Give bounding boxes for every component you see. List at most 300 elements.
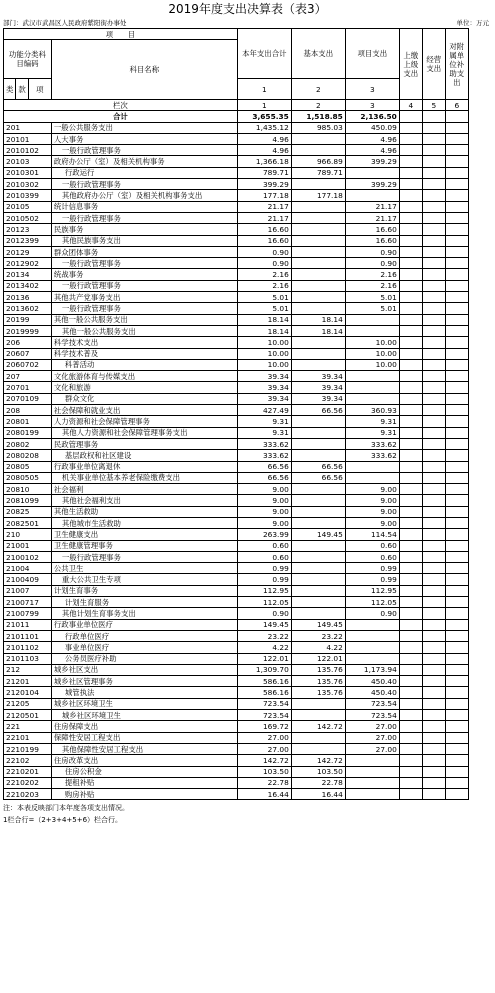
business-cell: [422, 280, 445, 291]
code-cell: 2210203: [4, 789, 52, 800]
project-cell: 0.99: [345, 563, 399, 574]
total-cell: 723.54: [237, 698, 291, 709]
code-cell: 2070109: [4, 393, 52, 404]
project-cell: [345, 314, 399, 325]
project-cell: 4.96: [345, 145, 399, 156]
table-row: [4, 280, 469, 291]
upper-value: [399, 111, 422, 122]
total-cell: 39.34: [237, 371, 291, 382]
basic-cell: [291, 574, 345, 585]
basic-cell: 142.72: [291, 755, 345, 766]
business-cell: [422, 235, 445, 246]
project-cell: [345, 619, 399, 630]
upper-cell: [399, 280, 422, 291]
subsidy-cell: [445, 676, 468, 687]
basic-cell: 18.14: [291, 314, 345, 325]
basic-cell: [291, 517, 345, 528]
table-row: [4, 619, 469, 630]
total-cell: 18.14: [237, 325, 291, 336]
project-cell: 9.00: [345, 495, 399, 506]
code-cell: 2210199: [4, 743, 52, 754]
table-row: [4, 642, 469, 653]
project-cell: 450.09: [345, 122, 399, 133]
business-cell: [422, 427, 445, 438]
table-row: [4, 630, 469, 641]
project-cell: 9.00: [345, 484, 399, 495]
total-label: 合计: [4, 111, 238, 122]
upper-cell: [399, 721, 422, 732]
project-header: 项目支出: [345, 29, 399, 79]
total-cell: 4.96: [237, 133, 291, 144]
project-cell: [345, 393, 399, 404]
upper-cell: [399, 461, 422, 472]
project-cell: 1,173.94: [345, 664, 399, 675]
table-row: [4, 179, 469, 190]
subject-name-cell: 统计信息事务: [51, 201, 237, 212]
subsidy-cell: [445, 224, 468, 235]
table-row: [4, 427, 469, 438]
subject-name-cell: 其他政府办公厅（室）及相关机构事务支出: [51, 190, 237, 201]
project-cell: 333.62: [345, 450, 399, 461]
total-cell: 0.99: [237, 574, 291, 585]
subsidy-cell: [445, 529, 468, 540]
basic-cell: 39.34: [291, 382, 345, 393]
business-cell: [422, 710, 445, 721]
project-cell: 450.40: [345, 676, 399, 687]
subject-name-cell: 科学技术普及: [51, 348, 237, 359]
upper-cell: [399, 495, 422, 506]
total-header: 本年支出合计: [237, 29, 291, 79]
subject-name-cell: 民政管理事务: [51, 438, 237, 449]
business-cell: [422, 551, 445, 562]
code-cell: 2010502: [4, 212, 52, 223]
business-value: [422, 111, 445, 122]
table-row: [4, 405, 469, 416]
subsidy-cell: [445, 133, 468, 144]
upper-cell: [399, 325, 422, 336]
project-cell: 723.54: [345, 698, 399, 709]
subject-name-cell: 行政事业单位医疗: [51, 619, 237, 630]
table-row: [4, 608, 469, 619]
subsidy-cell: [445, 145, 468, 156]
project-cell: 2.16: [345, 269, 399, 280]
subsidy-cell: [445, 743, 468, 754]
basic-cell: 122.01: [291, 653, 345, 664]
business-cell: [422, 382, 445, 393]
subject-name-cell: 一般行政管理事务: [51, 145, 237, 156]
code-cell: 2120501: [4, 710, 52, 721]
subject-name-cell: 一般行政管理事务: [51, 212, 237, 223]
upper-cell: [399, 427, 422, 438]
basic-cell: [291, 585, 345, 596]
business-cell: [422, 687, 445, 698]
total-cell: 112.95: [237, 585, 291, 596]
project-cell: 16.60: [345, 235, 399, 246]
total-cell: 586.16: [237, 676, 291, 687]
subject-name-cell: 其他一般公共服务支出: [51, 325, 237, 336]
table-row: [4, 292, 469, 303]
business-cell: [422, 405, 445, 416]
subsidy-cell: [445, 484, 468, 495]
total-cell: 2.16: [237, 269, 291, 280]
code-cell: 21011: [4, 619, 52, 630]
upper-cell: [399, 472, 422, 483]
subsidy-cell: [445, 269, 468, 280]
upper-cell: [399, 337, 422, 348]
basic-cell: 23.22: [291, 630, 345, 641]
code-cell: 2100799: [4, 608, 52, 619]
total-cell: 22.78: [237, 777, 291, 788]
business-cell: [422, 314, 445, 325]
subject-name-cell: 其他计划生育事务支出: [51, 608, 237, 619]
subsidy-cell: [445, 461, 468, 472]
upper-cell: [399, 506, 422, 517]
subsidy-cell: [445, 789, 468, 800]
lanci-num-5: 5: [422, 100, 445, 111]
subject-name-cell: 一般行政管理事务: [51, 551, 237, 562]
basic-cell: [291, 179, 345, 190]
project-cell: 360.93: [345, 405, 399, 416]
upper-cell: [399, 179, 422, 190]
table-row: [4, 484, 469, 495]
basic-cell: [291, 732, 345, 743]
basic-cell: [291, 235, 345, 246]
basic-cell: 789.71: [291, 167, 345, 178]
project-cell: [345, 653, 399, 664]
subsidy-cell: [445, 653, 468, 664]
code-cell: 21205: [4, 698, 52, 709]
subsidy-cell: [445, 698, 468, 709]
subject-name-cell: 城管执法: [51, 687, 237, 698]
code-cell: 2100409: [4, 574, 52, 585]
code-cell: 2019999: [4, 325, 52, 336]
upper-header: 上缴上级支出: [399, 29, 422, 100]
code-cell: 210: [4, 529, 52, 540]
basic-cell: [291, 563, 345, 574]
subject-name-cell: 人力资源和社会保障管理事务: [51, 416, 237, 427]
upper-cell: [399, 563, 422, 574]
subject-name-cell: 机关事业单位基本养老保险缴费支出: [51, 472, 237, 483]
total-cell: 4.96: [237, 145, 291, 156]
code-cell: 20103: [4, 156, 52, 167]
subsidy-cell: [445, 427, 468, 438]
table-row: [4, 676, 469, 687]
subsidy-cell: [445, 280, 468, 291]
subject-name-cell: 其他城市生活救助: [51, 517, 237, 528]
total-cell: 333.62: [237, 438, 291, 449]
table-row: [4, 653, 469, 664]
code-cell: 2010301: [4, 167, 52, 178]
project-cell: 333.62: [345, 438, 399, 449]
col-num-1: 1: [237, 79, 291, 100]
item-header: 项 目: [4, 29, 238, 40]
subsidy-cell: [445, 755, 468, 766]
total-cell: 5.01: [237, 303, 291, 314]
table-row: [4, 789, 469, 800]
code-cell: 22101: [4, 732, 52, 743]
table-row: [4, 303, 469, 314]
total-cell: 27.00: [237, 732, 291, 743]
upper-cell: [399, 246, 422, 257]
project-cell: [345, 766, 399, 777]
project-cell: [345, 755, 399, 766]
project-cell: 723.54: [345, 710, 399, 721]
subsidy-cell: [445, 292, 468, 303]
subsidy-cell: [445, 642, 468, 653]
project-cell: [345, 325, 399, 336]
business-cell: [422, 698, 445, 709]
subject-name-cell: 行政事业单位离退休: [51, 461, 237, 472]
subsidy-cell: [445, 574, 468, 585]
business-cell: [422, 608, 445, 619]
business-cell: [422, 359, 445, 370]
total-cell: 66.56: [237, 461, 291, 472]
subject-name-cell: 基层政权和社区建设: [51, 450, 237, 461]
table-row: [4, 551, 469, 562]
total-cell: 9.31: [237, 427, 291, 438]
subject-name-cell: 重大公共卫生专项: [51, 574, 237, 585]
subsidy-cell: [445, 687, 468, 698]
total-cell: 18.14: [237, 314, 291, 325]
project-cell: 112.95: [345, 585, 399, 596]
basic-cell: [291, 280, 345, 291]
project-cell: 399.29: [345, 156, 399, 167]
project-cell: 10.00: [345, 348, 399, 359]
code-cell: 206: [4, 337, 52, 348]
code-cell: 20825: [4, 506, 52, 517]
code-cell: 2080208: [4, 450, 52, 461]
subsidy-cell: [445, 156, 468, 167]
business-cell: [422, 472, 445, 483]
table-row: [4, 190, 469, 201]
subject-name-cell: 计划生育服务: [51, 597, 237, 608]
total-cell: 9.00: [237, 517, 291, 528]
total-cell: 5.01: [237, 292, 291, 303]
business-cell: [422, 371, 445, 382]
table-row: [4, 246, 469, 257]
business-cell: [422, 337, 445, 348]
subject-name-cell: 卫生健康管理事务: [51, 540, 237, 551]
basic-cell: 18.14: [291, 325, 345, 336]
lanci-num-1: 1: [237, 100, 291, 111]
upper-cell: [399, 642, 422, 653]
basic-cell: [291, 608, 345, 619]
upper-cell: [399, 755, 422, 766]
code-cell: 212: [4, 664, 52, 675]
upper-cell: [399, 687, 422, 698]
subject-name-header: 科目名称: [51, 40, 237, 100]
code-cell: 20105: [4, 201, 52, 212]
xiang-header: 项: [28, 79, 51, 100]
upper-cell: [399, 484, 422, 495]
basic-cell: 4.22: [291, 642, 345, 653]
business-cell: [422, 574, 445, 585]
total-cell: 169.72: [237, 721, 291, 732]
basic-cell: 142.72: [291, 721, 345, 732]
upper-cell: [399, 585, 422, 596]
business-cell: [422, 325, 445, 336]
business-cell: [422, 156, 445, 167]
project-cell: 9.00: [345, 517, 399, 528]
subsidy-cell: [445, 721, 468, 732]
upper-cell: [399, 235, 422, 246]
table-row: [4, 540, 469, 551]
code-cell: 2080505: [4, 472, 52, 483]
subsidy-cell: [445, 585, 468, 596]
subsidy-cell: [445, 416, 468, 427]
subject-name-cell: 计划生育事务: [51, 585, 237, 596]
table-row: [4, 258, 469, 269]
subsidy-cell: [445, 438, 468, 449]
project-cell: 21.17: [345, 201, 399, 212]
table-row: [4, 371, 469, 382]
basic-cell: [291, 201, 345, 212]
project-cell: 4.96: [345, 133, 399, 144]
code-cell: 221: [4, 721, 52, 732]
business-cell: [422, 224, 445, 235]
project-cell: 2.16: [345, 280, 399, 291]
total-cell: 9.31: [237, 416, 291, 427]
business-cell: [422, 303, 445, 314]
lanci-num-3: 3: [345, 100, 399, 111]
upper-cell: [399, 789, 422, 800]
table-row: [4, 438, 469, 449]
subsidy-cell: [445, 732, 468, 743]
upper-cell: [399, 405, 422, 416]
table-row: [4, 585, 469, 596]
total-cell: 0.90: [237, 246, 291, 257]
basic-cell: [291, 269, 345, 280]
basic-cell: 135.76: [291, 664, 345, 675]
code-cell: 208: [4, 405, 52, 416]
business-cell: [422, 563, 445, 574]
total-cell: 0.99: [237, 563, 291, 574]
subject-name-cell: 城乡社区环境卫生: [51, 710, 237, 721]
subject-name-cell: 行政单位医疗: [51, 630, 237, 641]
upper-cell: [399, 653, 422, 664]
lanci-num-6: 6: [445, 100, 468, 111]
upper-cell: [399, 698, 422, 709]
subject-name-cell: 民族事务: [51, 224, 237, 235]
table-row: [4, 201, 469, 212]
subject-name-cell: 一般行政管理事务: [51, 258, 237, 269]
project-cell: 112.05: [345, 597, 399, 608]
basic-cell: 177.18: [291, 190, 345, 201]
basic-cell: [291, 246, 345, 257]
business-cell: [422, 201, 445, 212]
basic-cell: 66.56: [291, 472, 345, 483]
subject-name-cell: 文化和旅游: [51, 382, 237, 393]
total-cell: 16.44: [237, 789, 291, 800]
basic-cell: 16.44: [291, 789, 345, 800]
basic-cell: [291, 133, 345, 144]
basic-cell: [291, 212, 345, 223]
kuan-header: 款: [16, 79, 28, 100]
code-cell: 20810: [4, 484, 52, 495]
table-row: [4, 235, 469, 246]
upper-cell: [399, 619, 422, 630]
code-cell: 2120104: [4, 687, 52, 698]
business-cell: [422, 755, 445, 766]
subsidy-cell: [445, 608, 468, 619]
total-cell: 399.29: [237, 179, 291, 190]
subsidy-cell: [445, 201, 468, 212]
business-cell: [422, 777, 445, 788]
business-cell: [422, 179, 445, 190]
basic-cell: [291, 303, 345, 314]
basic-cell: [291, 551, 345, 562]
total-cell: 10.00: [237, 348, 291, 359]
subject-name-cell: 人大事务: [51, 133, 237, 144]
lanci-num-4: 4: [399, 100, 422, 111]
business-cell: [422, 789, 445, 800]
total-cell: 177.18: [237, 190, 291, 201]
project-cell: [345, 167, 399, 178]
project-cell: [345, 777, 399, 788]
header-row-1: [4, 29, 469, 40]
basic-cell: 149.45: [291, 529, 345, 540]
upper-cell: [399, 777, 422, 788]
code-cell: 20129: [4, 246, 52, 257]
total-cell: 0.90: [237, 258, 291, 269]
lanci-label: 栏次: [4, 100, 238, 111]
subsidy-cell: [445, 710, 468, 721]
business-cell: [422, 540, 445, 551]
total-cell: 0.90: [237, 608, 291, 619]
table-row: [4, 156, 469, 167]
upper-cell: [399, 212, 422, 223]
table-row: [4, 337, 469, 348]
project-cell: [345, 472, 399, 483]
project-value: 2,136.50: [345, 111, 399, 122]
subject-name-cell: 群众团体事务: [51, 246, 237, 257]
total-cell: 23.22: [237, 630, 291, 641]
basic-header: 基本支出: [291, 29, 345, 79]
project-cell: 16.60: [345, 224, 399, 235]
subject-name-cell: 科学技术支出: [51, 337, 237, 348]
lanci-num-2: 2: [291, 100, 345, 111]
total-cell: 10.00: [237, 359, 291, 370]
code-cell: 2013602: [4, 303, 52, 314]
business-cell: [422, 732, 445, 743]
code-cell: 2081099: [4, 495, 52, 506]
business-cell: [422, 585, 445, 596]
subsidy-cell: [445, 630, 468, 641]
subsidy-cell: [445, 777, 468, 788]
business-cell: [422, 766, 445, 777]
table-row: [4, 325, 469, 336]
code-cell: 2100717: [4, 597, 52, 608]
table-row: [4, 563, 469, 574]
basic-cell: 135.76: [291, 676, 345, 687]
code-cell: 21201: [4, 676, 52, 687]
table-title: 2019年度支出决算表（表3）: [168, 2, 327, 16]
table-row: [4, 664, 469, 675]
subsidy-cell: [445, 619, 468, 630]
subject-name-cell: 其他一般公共服务支出: [51, 314, 237, 325]
project-cell: [345, 630, 399, 641]
table-row: [4, 133, 469, 144]
subject-name-cell: 社会福利: [51, 484, 237, 495]
subsidy-cell: [445, 167, 468, 178]
total-cell: 263.99: [237, 529, 291, 540]
table-row: [4, 472, 469, 483]
business-cell: [422, 495, 445, 506]
project-cell: 9.31: [345, 427, 399, 438]
code-cell: 20801: [4, 416, 52, 427]
subsidy-cell: [445, 314, 468, 325]
subsidy-cell: [445, 325, 468, 336]
